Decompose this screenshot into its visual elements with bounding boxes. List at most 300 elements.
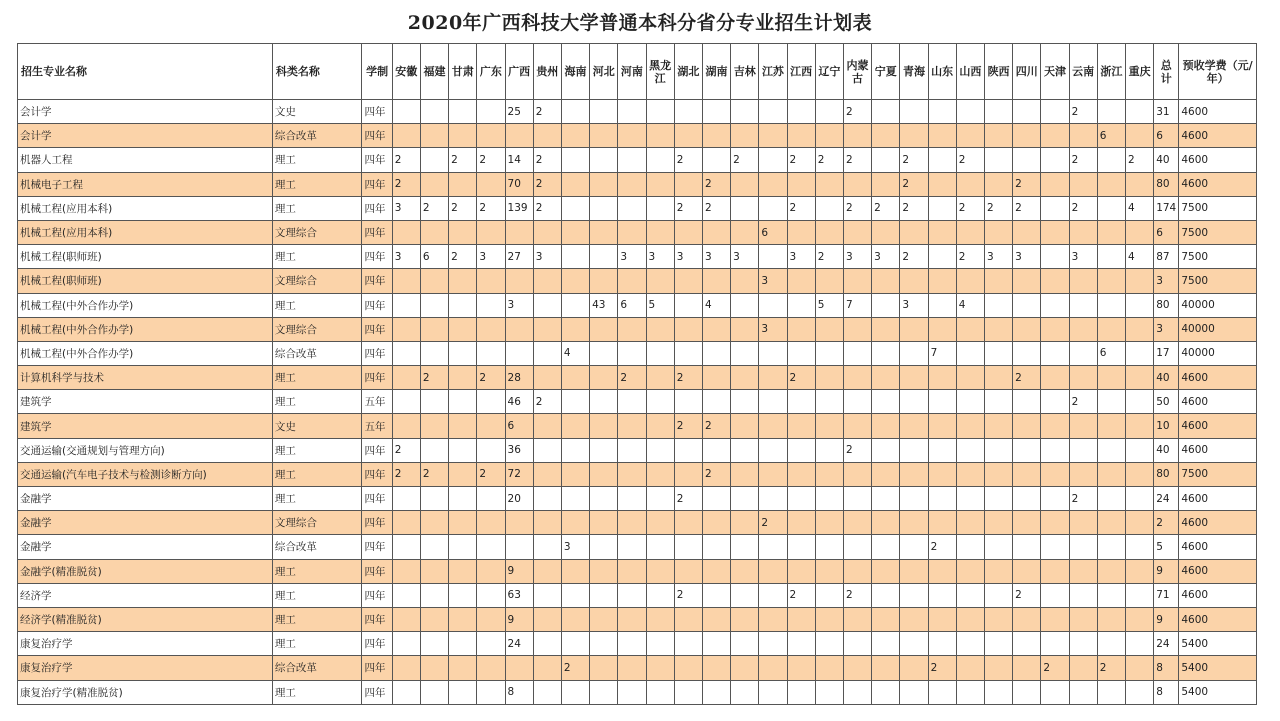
province-count-cell: 6 — [759, 220, 787, 244]
province-count-cell: 28 — [505, 366, 533, 390]
province-count-cell — [392, 366, 420, 390]
province-count-cell: 3 — [759, 317, 787, 341]
province-count-cell — [1125, 269, 1153, 293]
province-count-cell: 2 — [674, 148, 702, 172]
province-count-cell — [674, 293, 702, 317]
province-count-cell: 3 — [787, 245, 815, 269]
header-province: 福建 — [420, 44, 448, 100]
province-count-cell — [1041, 583, 1069, 607]
major-cell: 康复治疗学(精准脱贫) — [18, 680, 273, 704]
province-count-cell: 2 — [731, 148, 759, 172]
fee-cell: 4600 — [1179, 366, 1257, 390]
header-province: 广东 — [477, 44, 505, 100]
province-count-cell: 2 — [674, 366, 702, 390]
province-count-cell — [590, 269, 618, 293]
province-count-cell: 2 — [702, 414, 730, 438]
major-cell: 计算机科学与技术 — [18, 366, 273, 390]
province-count-cell — [1125, 438, 1153, 462]
province-count-cell — [1069, 680, 1097, 704]
province-count-cell: 2 — [420, 196, 448, 220]
province-count-cell — [646, 124, 674, 148]
province-count-cell — [872, 172, 900, 196]
province-count-cell — [420, 148, 448, 172]
province-count-cell — [392, 269, 420, 293]
province-count-cell — [1097, 100, 1125, 124]
province-count-cell — [1041, 535, 1069, 559]
category-cell: 理工 — [272, 607, 362, 631]
duration-cell: 四年 — [362, 680, 392, 704]
province-count-cell — [646, 511, 674, 535]
province-count-cell: 2 — [674, 487, 702, 511]
province-count-cell — [787, 341, 815, 365]
province-count-cell — [900, 511, 928, 535]
province-count-cell — [674, 317, 702, 341]
province-count-cell — [956, 366, 984, 390]
province-count-cell — [1041, 487, 1069, 511]
province-count-cell — [590, 511, 618, 535]
province-count-cell — [646, 172, 674, 196]
province-count-cell — [449, 269, 477, 293]
province-count-cell — [1097, 390, 1125, 414]
province-count-cell — [420, 656, 448, 680]
province-count-cell — [731, 607, 759, 631]
province-count-cell — [1041, 559, 1069, 583]
province-count-cell: 20 — [505, 487, 533, 511]
province-count-cell — [702, 269, 730, 293]
province-count-cell — [956, 341, 984, 365]
province-count-cell: 2 — [702, 172, 730, 196]
province-count-cell — [984, 366, 1012, 390]
province-count-cell: 2 — [392, 462, 420, 486]
province-count-cell — [561, 632, 589, 656]
province-count-cell — [449, 559, 477, 583]
province-count-cell: 27 — [505, 245, 533, 269]
province-count-cell — [759, 124, 787, 148]
province-count-cell: 3 — [674, 245, 702, 269]
province-count-cell — [449, 390, 477, 414]
province-count-cell — [843, 366, 871, 390]
province-count-cell — [561, 245, 589, 269]
province-count-cell — [618, 632, 646, 656]
province-count-cell — [618, 341, 646, 365]
province-count-cell — [449, 172, 477, 196]
province-count-cell — [956, 632, 984, 656]
province-count-cell — [1013, 220, 1041, 244]
duration-cell: 四年 — [362, 632, 392, 656]
province-count-cell — [420, 172, 448, 196]
table-row — [18, 341, 1257, 365]
province-count-cell — [956, 438, 984, 462]
province-count-cell — [618, 172, 646, 196]
province-count-cell — [900, 220, 928, 244]
province-count-cell — [1013, 293, 1041, 317]
province-count-cell — [505, 220, 533, 244]
province-count-cell: 2 — [561, 656, 589, 680]
province-count-cell — [759, 438, 787, 462]
province-count-cell — [1097, 438, 1125, 462]
province-count-cell — [815, 583, 843, 607]
province-count-cell — [646, 196, 674, 220]
total-cell: 40 — [1154, 148, 1179, 172]
province-count-cell — [956, 656, 984, 680]
province-count-cell — [900, 656, 928, 680]
duration-cell: 四年 — [362, 172, 392, 196]
category-cell: 综合改革 — [272, 535, 362, 559]
province-count-cell — [561, 607, 589, 631]
province-count-cell — [928, 148, 956, 172]
province-count-cell: 2 — [449, 245, 477, 269]
province-count-cell — [984, 220, 1012, 244]
province-count-cell — [928, 583, 956, 607]
total-cell: 5 — [1154, 535, 1179, 559]
province-count-cell — [477, 269, 505, 293]
fee-cell: 7500 — [1179, 269, 1257, 293]
province-count-cell — [1041, 293, 1069, 317]
province-count-cell — [392, 680, 420, 704]
table-row — [18, 438, 1257, 462]
province-count-cell: 2 — [674, 414, 702, 438]
province-count-cell — [618, 414, 646, 438]
province-count-cell — [872, 220, 900, 244]
category-cell: 理工 — [272, 245, 362, 269]
fee-cell: 4600 — [1179, 124, 1257, 148]
province-count-cell: 8 — [505, 680, 533, 704]
province-count-cell — [1069, 535, 1097, 559]
province-count-cell — [1097, 583, 1125, 607]
province-count-cell — [590, 607, 618, 631]
province-count-cell: 25 — [505, 100, 533, 124]
province-count-cell — [815, 680, 843, 704]
province-count-cell — [449, 535, 477, 559]
province-count-cell — [731, 124, 759, 148]
province-count-cell — [590, 487, 618, 511]
province-count-cell: 2 — [477, 366, 505, 390]
province-count-cell — [392, 124, 420, 148]
province-count-cell: 2 — [1125, 148, 1153, 172]
table-row — [18, 511, 1257, 535]
province-count-cell — [420, 293, 448, 317]
province-count-cell — [590, 148, 618, 172]
province-count-cell — [815, 559, 843, 583]
province-count-cell — [646, 220, 674, 244]
province-count-cell — [477, 656, 505, 680]
fee-cell: 5400 — [1179, 656, 1257, 680]
province-count-cell — [928, 462, 956, 486]
province-count-cell — [702, 559, 730, 583]
province-count-cell: 7 — [843, 293, 871, 317]
province-count-cell — [477, 632, 505, 656]
province-count-cell — [787, 172, 815, 196]
header-province: 安徽 — [392, 44, 420, 100]
province-count-cell — [674, 511, 702, 535]
province-count-cell — [505, 656, 533, 680]
province-count-cell — [561, 293, 589, 317]
duration-cell: 四年 — [362, 583, 392, 607]
province-count-cell — [1041, 366, 1069, 390]
header-major: 招生专业名称 — [18, 44, 273, 100]
province-count-cell — [984, 583, 1012, 607]
province-count-cell — [815, 317, 843, 341]
province-count-cell — [702, 511, 730, 535]
table-row — [18, 366, 1257, 390]
province-count-cell — [1041, 680, 1069, 704]
header-province: 陕西 — [984, 44, 1012, 100]
province-count-cell — [815, 196, 843, 220]
province-count-cell — [872, 656, 900, 680]
province-count-cell — [646, 632, 674, 656]
total-cell: 174 — [1154, 196, 1179, 220]
table-body — [18, 100, 1257, 705]
province-count-cell — [702, 583, 730, 607]
major-cell: 经济学 — [18, 583, 273, 607]
fee-cell: 4600 — [1179, 172, 1257, 196]
table-row — [18, 390, 1257, 414]
province-count-cell: 3 — [702, 245, 730, 269]
province-count-cell — [1013, 656, 1041, 680]
province-count-cell — [787, 269, 815, 293]
duration-cell: 四年 — [362, 220, 392, 244]
province-count-cell — [392, 317, 420, 341]
province-count-cell — [872, 559, 900, 583]
province-count-cell — [928, 245, 956, 269]
province-count-cell — [420, 220, 448, 244]
province-count-cell — [843, 632, 871, 656]
province-count-cell — [674, 632, 702, 656]
province-count-cell — [1069, 341, 1097, 365]
province-count-cell — [1013, 317, 1041, 341]
duration-cell: 四年 — [362, 148, 392, 172]
category-cell: 理工 — [272, 559, 362, 583]
province-count-cell — [759, 100, 787, 124]
province-count-cell — [759, 366, 787, 390]
province-count-cell — [956, 511, 984, 535]
header-province: 重庆 — [1125, 44, 1153, 100]
province-count-cell — [674, 680, 702, 704]
province-count-cell — [646, 487, 674, 511]
province-count-cell: 2 — [956, 148, 984, 172]
province-count-cell — [477, 438, 505, 462]
province-count-cell — [731, 341, 759, 365]
province-count-cell: 2 — [1069, 148, 1097, 172]
province-count-cell — [815, 632, 843, 656]
province-count-cell — [956, 535, 984, 559]
table-row — [18, 220, 1257, 244]
province-count-cell: 2 — [533, 390, 561, 414]
province-count-cell — [533, 341, 561, 365]
province-count-cell — [1125, 100, 1153, 124]
province-count-cell — [561, 317, 589, 341]
province-count-cell — [984, 680, 1012, 704]
category-cell: 文理综合 — [272, 220, 362, 244]
province-count-cell — [618, 607, 646, 631]
province-count-cell — [561, 462, 589, 486]
duration-cell: 四年 — [362, 317, 392, 341]
province-count-cell — [1013, 607, 1041, 631]
province-count-cell — [477, 172, 505, 196]
province-count-cell — [759, 583, 787, 607]
province-count-cell — [731, 583, 759, 607]
province-count-cell — [702, 632, 730, 656]
province-count-cell — [984, 317, 1012, 341]
province-count-cell — [477, 293, 505, 317]
province-count-cell — [533, 487, 561, 511]
province-count-cell — [787, 438, 815, 462]
province-count-cell — [1125, 487, 1153, 511]
table-row — [18, 172, 1257, 196]
province-count-cell: 4 — [956, 293, 984, 317]
province-count-cell — [392, 100, 420, 124]
province-count-cell — [1125, 559, 1153, 583]
province-count-cell — [984, 607, 1012, 631]
province-count-cell — [956, 607, 984, 631]
province-count-cell: 5 — [646, 293, 674, 317]
province-count-cell — [392, 390, 420, 414]
category-cell: 文理综合 — [272, 317, 362, 341]
province-count-cell — [787, 100, 815, 124]
province-count-cell: 2 — [956, 196, 984, 220]
province-count-cell — [477, 680, 505, 704]
province-count-cell — [872, 583, 900, 607]
province-count-cell — [449, 583, 477, 607]
province-count-cell: 2 — [900, 196, 928, 220]
header-province: 黑龙江 — [646, 44, 674, 100]
province-count-cell: 2 — [1013, 366, 1041, 390]
fee-cell: 4600 — [1179, 390, 1257, 414]
province-count-cell — [420, 341, 448, 365]
province-count-cell: 63 — [505, 583, 533, 607]
major-cell: 会计学 — [18, 100, 273, 124]
province-count-cell: 2 — [787, 366, 815, 390]
province-count-cell — [900, 414, 928, 438]
province-count-cell — [674, 462, 702, 486]
province-count-cell: 2 — [533, 148, 561, 172]
total-cell: 10 — [1154, 414, 1179, 438]
province-count-cell: 4 — [561, 341, 589, 365]
province-count-cell: 2 — [984, 196, 1012, 220]
province-count-cell — [420, 438, 448, 462]
province-count-cell — [646, 656, 674, 680]
province-count-cell — [590, 124, 618, 148]
province-count-cell — [1125, 583, 1153, 607]
province-count-cell — [1069, 293, 1097, 317]
province-count-cell — [759, 245, 787, 269]
province-count-cell — [787, 487, 815, 511]
province-count-cell — [1069, 559, 1097, 583]
province-count-cell — [1013, 680, 1041, 704]
major-cell: 会计学 — [18, 124, 273, 148]
province-count-cell — [702, 680, 730, 704]
fee-cell: 4600 — [1179, 148, 1257, 172]
header-province: 贵州 — [533, 44, 561, 100]
province-count-cell: 2 — [533, 196, 561, 220]
category-cell: 综合改革 — [272, 341, 362, 365]
province-count-cell — [561, 583, 589, 607]
major-cell: 机械工程(中外合作办学) — [18, 341, 273, 365]
province-count-cell — [956, 317, 984, 341]
province-count-cell: 3 — [392, 245, 420, 269]
province-count-cell — [1097, 632, 1125, 656]
province-count-cell — [1013, 124, 1041, 148]
province-count-cell: 3 — [392, 196, 420, 220]
province-count-cell — [477, 390, 505, 414]
province-count-cell: 46 — [505, 390, 533, 414]
province-count-cell — [1013, 462, 1041, 486]
province-count-cell — [533, 656, 561, 680]
fee-cell: 7500 — [1179, 220, 1257, 244]
category-cell: 理工 — [272, 438, 362, 462]
province-count-cell — [731, 535, 759, 559]
province-count-cell — [674, 172, 702, 196]
header-province: 青海 — [900, 44, 928, 100]
province-count-cell: 5 — [815, 293, 843, 317]
province-count-cell — [815, 462, 843, 486]
province-count-cell — [420, 414, 448, 438]
header-fee: 预收学费（元/年） — [1179, 44, 1257, 100]
province-count-cell — [731, 559, 759, 583]
province-count-cell — [787, 390, 815, 414]
province-count-cell — [1041, 390, 1069, 414]
province-count-cell — [956, 487, 984, 511]
province-count-cell: 2 — [1069, 487, 1097, 511]
header-province: 山东 — [928, 44, 956, 100]
province-count-cell — [1097, 607, 1125, 631]
province-count-cell — [1041, 341, 1069, 365]
province-count-cell — [872, 462, 900, 486]
province-count-cell — [702, 535, 730, 559]
header-province: 河北 — [590, 44, 618, 100]
province-count-cell: 2 — [900, 148, 928, 172]
province-count-cell — [505, 124, 533, 148]
province-count-cell — [759, 535, 787, 559]
province-count-cell — [590, 245, 618, 269]
province-count-cell — [702, 366, 730, 390]
total-cell: 6 — [1154, 220, 1179, 244]
province-count-cell — [928, 269, 956, 293]
province-count-cell — [533, 220, 561, 244]
fee-cell: 4600 — [1179, 487, 1257, 511]
province-count-cell — [872, 293, 900, 317]
fee-cell: 4600 — [1179, 100, 1257, 124]
table-row — [18, 100, 1257, 124]
province-count-cell: 3 — [477, 245, 505, 269]
province-count-cell — [590, 438, 618, 462]
duration-cell: 四年 — [362, 462, 392, 486]
province-count-cell — [956, 390, 984, 414]
category-cell: 理工 — [272, 293, 362, 317]
province-count-cell — [872, 317, 900, 341]
province-count-cell — [449, 680, 477, 704]
total-cell: 2 — [1154, 511, 1179, 535]
header-category: 科类名称 — [272, 44, 362, 100]
table-header-row — [18, 44, 1257, 100]
province-count-cell — [1013, 148, 1041, 172]
province-count-cell — [533, 438, 561, 462]
province-count-cell: 4 — [702, 293, 730, 317]
province-count-cell — [674, 607, 702, 631]
province-count-cell — [590, 680, 618, 704]
province-count-cell — [843, 341, 871, 365]
province-count-cell — [787, 559, 815, 583]
province-count-cell: 2 — [477, 196, 505, 220]
province-count-cell — [392, 293, 420, 317]
total-cell: 24 — [1154, 487, 1179, 511]
header-duration: 学制 — [362, 44, 392, 100]
province-count-cell — [674, 269, 702, 293]
category-cell: 理工 — [272, 148, 362, 172]
table-row — [18, 583, 1257, 607]
fee-cell: 7500 — [1179, 462, 1257, 486]
province-count-cell — [561, 414, 589, 438]
